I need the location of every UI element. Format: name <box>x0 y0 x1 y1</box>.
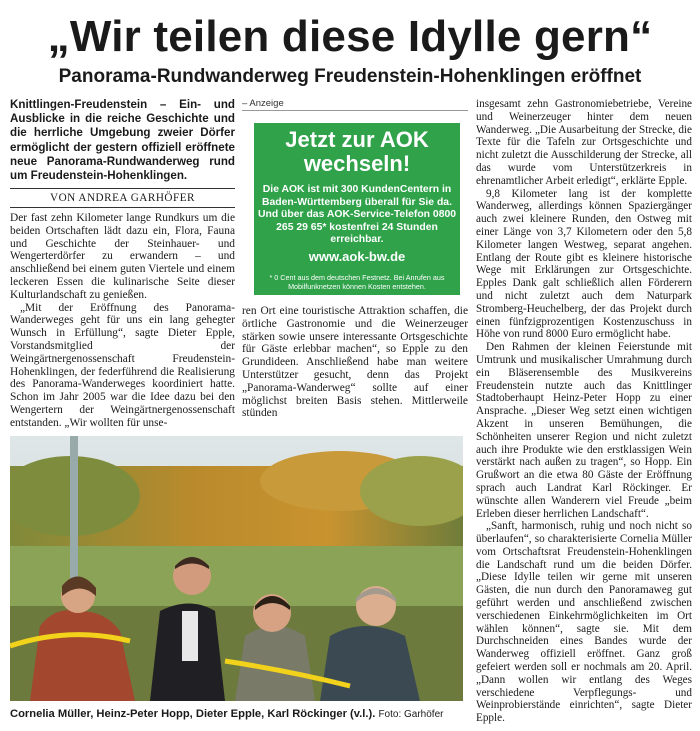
paragraph: Der fast zehn Kilometer lange Rundkurs um die beiden Ortschaften lädt dazu ein, Flora, Fauna und Geschichte der Steinhauer- und Wengerterdörfer zu erwandern – und anschließend bei einem guten Viertele und einem leckeren Essen die kulinarische Seite dieser Kulturlandschaft zu genießen. <box>10 212 235 301</box>
paragraph: insgesamt zehn Gastronomiebetriebe, Vereine und Weinerzeuger hinter dem neuen Wanderweg. „Die Ausarbeitung der Strecke, die Texte für die Tafeln zur Ortsgeschichte und nicht zuletzt die Ausschilderung der Strecke, all das wurde vom Unterstützerkreis in ehrenamtlicher Arbeit erledigt“, erklärte Epple. <box>476 98 692 187</box>
ribbon-cutting-photo <box>10 436 463 701</box>
byline: VON ANDREA GARHÖFER <box>49 192 195 204</box>
article-column-3 <box>476 98 692 725</box>
ad-footnote: * 0 Cent aus dem deutschen Festnetz. Bei Anrufen aus Mobilfunknetzen können Kosten entstehen. <box>269 272 445 291</box>
paragraph: „Mit der Eröffnung des Panorama-Wanderweges geht für uns ein lang gehegter Wunsch in Erfüllung“, sagte Dieter Epple, Vorstandsmitglied der Weingärtnergenossenschaft Freudenstein-Hohenklingen, der federführend die Realisierung des Panorama-Wanderweges koordiniert hatte. Schon im Jahr 2005 war die Idee dazu bei den Wengertern der Weingärtnergenossenschaft entstanden. „Wir wollten für unse- <box>10 301 235 429</box>
ad-url[interactable]: www.aok-bw.de <box>308 248 406 264</box>
ad-headline: Jetzt zur AOK <box>285 127 429 152</box>
byline-divider <box>10 207 235 208</box>
subheadline: Panorama-Rundwanderweg Freudenstein-Hohenklingen eröffnet <box>58 66 642 87</box>
paragraph: „Sanft, harmonisch, ruhig und noch nicht so überlaufen“, so charakterisierte Cornelia Müller vom Ortschaftsrat Freudenstein-Hohenklingen die Landschaft rund um die beiden Dörfer. „Diese Idylle teilen wir gerne mit unseren Gästen, die nun durch den Panoramaweg gut geführt werden und anschließend zwischen verschiedenen Einkehrmöglichkeiten im Ort wählen können“, sagte sie. Mit dem Durchschneiden eines Bandes wurde der Wanderweg offiziell eröffnet. Ganz groß gefeiert werden soll er nochmals am 20. April. „Dann wollen wir entlang des Weges verschiedene Verpflegungs- und Weinprobierstände einrichten“, sagte Dieter Epple. <box>476 520 692 725</box>
aok-advertisement[interactable] <box>254 123 460 295</box>
photo-caption <box>10 708 470 720</box>
article-column-2 <box>242 305 468 420</box>
paragraph: 9,8 Kilometer lang ist der komplette Wanderweg, allerdings können Spaziergänger auch zwei kleinere Runden, den Ostweg mit einer Länge von 3,7 Kilometern oder den 5,8 Kilometer langen Westweg, separat angehen. Entlang der Route gibt es kleinere historische Wege mit Erklärungen zur Ortsgeschichte. Epples Dank galt schließlich allen Förderern und nicht zuletzt auch dem Naturpark Stromberg-Heuchelberg, der das Projekt durch einen fünfzigprozentigen Kostenzuschuss in Höhe von rund 8000 Euro ermöglicht habe. <box>476 187 692 341</box>
article-column-1 <box>10 212 235 430</box>
caption-text: Cornelia Müller, Heinz-Peter Hopp, Dieter Epple, Karl Röckinger (v.l.). <box>10 708 376 720</box>
paragraph: ren Ort eine touristische Attraktion schaffen, die örtliche Gastronomie und die Weinerzeuger stärken sowie unsere interessante Ortsgeschichte für Gäste erlebbar machen“, so Epple zu den Grundideen. Anschließend habe man weitere Unterstützer gesucht, denn das Projekt „Panorama-Wanderweg“ sollte auf einer möglichst breiten Basis stehen. Mittlerweile stünden <box>242 305 468 420</box>
ad-headline: wechseln! <box>303 151 411 176</box>
headline: „Wir teilen diese Idylle gern“ <box>47 12 653 61</box>
ad-body: Die AOK ist mit 300 KundenCentern in Baden-Württemberg überall für Sie da. Und über das AOK-Service-Telefon 0800 265 29 65* kostenfrei 24 Stunden erreichbar. <box>257 184 457 246</box>
lead-paragraph: Knittlingen-Freudenstein – Ein- und Ausblicke in die reiche Geschichte und die herrliche Umgebung zweier Dörfer ermöglicht der gestern offiziell eröffnete neue Panorama-Rundwanderweg rund um Freudenstein-Hohenklingen. <box>10 98 235 183</box>
lead-divider <box>10 188 235 189</box>
photo-credit: Foto: Garhöfer <box>378 709 444 720</box>
ad-divider <box>242 110 468 111</box>
paragraph: Den Rahmen der kleinen Feierstunde mit Umtrunk und musikalischer Umrahmung durch ein Bläserensemble des Musikvereins Freudenstein nutzte auch das Knittlinger Stadtoberhaupt Heinz-Peter Hopp zu einer Ansprache. „Dieser Weg setzt einen wichtigen Akzent in unseren Bemühungen, die Schönheiten unserer Region und nicht zuletzt auch ihre Produkte wie den erstklassigen Wein verstärkt nach außen zu tragen“, so Hopp. Ein Grußwort an die etwa 80 Gäste der Eröffnung sprach auch Landrat Karl Röckinger. Er wünschte allen Wanderern viel Freude „beim Erleben dieser herrlichen Landschaft“. <box>476 341 692 520</box>
ad-label: – Anzeige <box>242 98 284 109</box>
